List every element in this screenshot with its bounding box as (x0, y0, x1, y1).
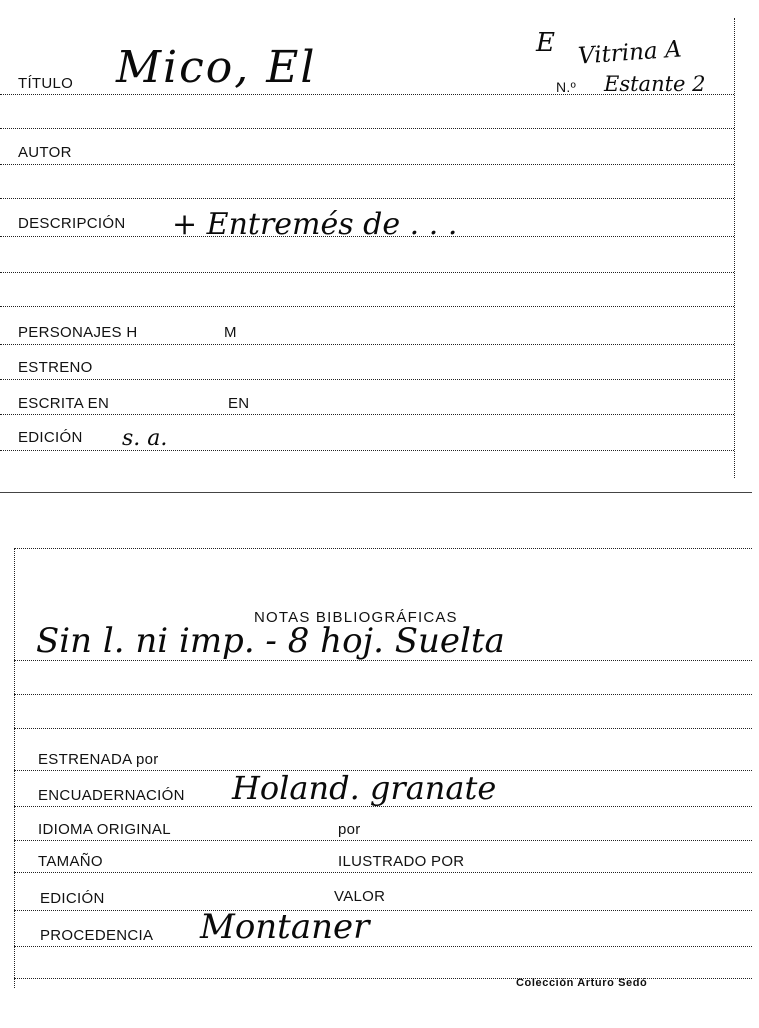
estante-handwritten: Estante 2 (604, 72, 706, 96)
card-top-edge (14, 548, 752, 549)
location-letter-handwritten: E (536, 28, 555, 58)
escrita-en-label: ESCRITA EN (18, 395, 110, 412)
edicion2-line (14, 910, 752, 911)
escrita-en-line (0, 414, 734, 415)
notas-handwritten: Sin l. ni imp. - 8 hoj. Suelta (36, 621, 505, 661)
tamano-line (14, 872, 752, 873)
idioma-line (14, 840, 752, 841)
edicion-handwritten: s. a. (122, 426, 168, 451)
idioma-label: IDIOMA ORIGINAL (38, 821, 171, 838)
titulo-handwritten: Mico, El (116, 42, 317, 93)
descripcion-line (0, 236, 734, 237)
autor-line (0, 164, 734, 165)
edicion2-label: EDICIÓN (40, 890, 105, 907)
estreno-label: ESTRENO (18, 359, 93, 376)
notas-label: NOTAS BIBLIOGRÁFICAS (254, 609, 458, 626)
titulo-line (0, 94, 734, 95)
encuadernacion-label: ENCUADERNACIÓN (38, 787, 185, 804)
collection-footer: Colección Arturo Sedó (516, 977, 648, 989)
estreno-line (0, 379, 734, 380)
descripcion-label: DESCRIPCIÓN (18, 215, 126, 232)
procedencia-handwritten: Montaner (200, 907, 370, 947)
escrita-en2-label: EN (228, 395, 250, 412)
personajes-label: PERSONAJES H (18, 324, 138, 341)
autor-label: AUTOR (18, 144, 72, 161)
notas-line (14, 660, 752, 661)
edicion-label: EDICIÓN (18, 429, 83, 446)
card-bottom-edge (0, 492, 752, 493)
descripcion-line-2 (0, 272, 734, 273)
vitrina-handwritten: Vitrina A (577, 36, 683, 70)
titulo-label: TÍTULO (18, 75, 74, 92)
numero-label: N.º (556, 79, 577, 95)
notas-line-2 (14, 694, 752, 695)
notas-line-3 (14, 728, 752, 729)
procedencia-label: PROCEDENCIA (40, 927, 154, 944)
procedencia-line (14, 946, 752, 947)
descripcion-line-3 (0, 306, 734, 307)
encuadernacion-line (14, 806, 752, 807)
descripcion-handwritten: + Entremés de . . . (172, 207, 458, 242)
catalog-card-top (0, 0, 759, 492)
titulo-line-2 (0, 128, 734, 129)
estrenada-label: ESTRENADA por (38, 751, 159, 768)
ilustrado-label: ILUSTRADO POR (338, 853, 465, 870)
tamano-label: TAMAÑO (38, 853, 103, 870)
autor-line-2 (0, 198, 734, 199)
personajes-line (0, 344, 734, 345)
encuadernacion-handwritten: Holand. granate (232, 769, 497, 807)
personajes-m-label: M (224, 324, 237, 341)
card-right-edge (734, 18, 735, 478)
edicion-line (0, 450, 734, 451)
card-left-edge (14, 548, 15, 988)
por-label: por (338, 821, 361, 838)
catalog-card-bottom (0, 540, 759, 1028)
valor-label: VALOR (334, 888, 386, 905)
